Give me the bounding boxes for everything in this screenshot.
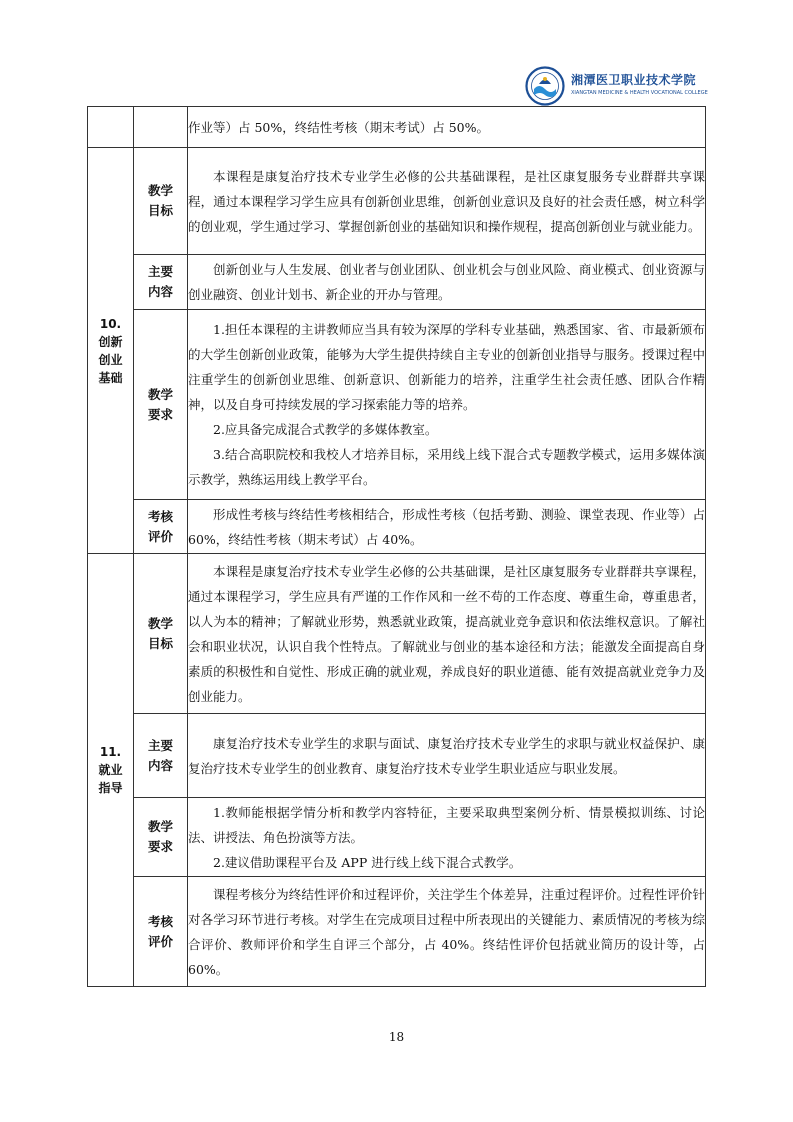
course-11-row-requirements: [88, 798, 706, 877]
section-label-goal: 教学 目标: [134, 554, 188, 714]
section-label-requirements: 教学 要求: [134, 310, 188, 500]
section-text-assessment: 形成性考核与终结性考核相结合，形成性考核（包括考勤、测验、课堂表现、作业等）占 60%，终结性考核（期末考试）占 40%。: [188, 500, 706, 554]
section-text-assessment: 课程考核分为终结性评价和过程评价，关注学生个体差异，注重过程评价。过程性评价针对各学习环节进行考核。对学生在完成项目过程中所表现出的关键能力、素质情况的考核为综合评价、教师评价和学生自评三个部分，占 40%。终结性评价包括就业简历的设计等，占 60%。: [188, 877, 706, 987]
course-10-row-requirements: [88, 310, 706, 500]
course-10-row-content: [88, 255, 706, 310]
course-11-row-assessment: [88, 877, 706, 987]
empty-cell: [134, 107, 188, 148]
section-label-requirements: 教学 要求: [134, 798, 188, 877]
section-text-requirements: 1.教师能根据学情分析和教学内容特征，主要采取典型案例分析、情景模拟训练、讨论法、讲授法、角色扮演等方法。 2.建议借助课程平台及 APP 进行线上线下混合式教学。: [188, 798, 706, 877]
college-name-english: XIANGTAN MEDICINE & HEALTH VOCATIONAL COLLEGE: [571, 90, 708, 96]
section-text-requirements: 1.担任本课程的主讲教师应当具有较为深厚的学科专业基础，熟悉国家、省、市最新颁布的大学生创新创业政策，能够为大学生提供持续自主专业的创新创业指导与服务。授课过程中注重学生的创新创业思维、创新意识、创新能力的培养，注重学生社会责任感、团队合作精神，以及自身可持续发展的学习探索能力等的培养。 2.应具备完成混合式教学的多媒体教室。 3.结合高职院校和我校人才培养目标，采用线上线下混合式专题教学模式，运用多媒体演示教学，熟练运用线上教学平台。: [188, 310, 706, 500]
empty-cell: [88, 107, 134, 148]
continuation-text: 作业等）占 50%，终结性考核（期末考试）占 50%。: [188, 107, 706, 148]
table-row-continuation: [88, 107, 706, 148]
section-text-content: 创新创业与人生发展、创业者与创业团队、创业机会与创业风险、商业模式、创业资源与创业融资、创业计划书、新企业的开办与管理。: [188, 255, 706, 310]
page-number: 18: [388, 1030, 405, 1044]
section-text-goal: 本课程是康复治疗技术专业学生必修的公共基础课，是社区康复服务专业群群共享课程，通过本课程学习，学生应具有严谨的工作作风和一丝不苟的工作态度、尊重生命，尊重患者，以人为本的精神；了解就业形势，熟悉就业政策，提高就业竞争意识和依法维权意识。了解社会和职业状况，认识自我个性特点。了解就业与创业的基本途径和方法；能激发全面提高自身素质的积极性和自觉性、形成正确的就业观，养成良好的职业道德、能有效提高就业竞争力及创业能力。: [188, 554, 706, 714]
college-logo: [525, 66, 715, 106]
section-label-goal: 教学 目标: [134, 148, 188, 255]
section-label-content: 主要 内容: [134, 714, 188, 798]
course-10-row-assessment: [88, 500, 706, 554]
course-11-row-goal: [88, 554, 706, 714]
college-name: 湘潭医卫职业技术学院: [571, 73, 697, 87]
college-seal-icon: [525, 66, 565, 106]
section-label-assessment: 考核 评价: [134, 500, 188, 554]
section-text-goal: 本课程是康复治疗技术专业学生必修的公共基础课程，是社区康复服务专业群群共享课程，通过本课程学习学生应具有创新创业思维，创新创业意识及良好的社会责任感，树立科学的创业观，学生通过学习、掌握创新创业的基础知识和操作规程，提高创新创业与就业能力。: [188, 148, 706, 255]
section-text-content: 康复治疗技术专业学生的求职与面试、康复治疗技术专业学生的求职与就业权益保护、康复治疗技术专业学生的创业教育、康复治疗技术专业学生职业适应与职业发展。: [188, 714, 706, 798]
course-11-title: 11. 就业 指导: [88, 554, 134, 987]
course-10-title: 10. 创新 创业 基础: [88, 148, 134, 554]
section-label-assessment: 考核 评价: [134, 877, 188, 987]
course-11-row-content: [88, 714, 706, 798]
course-table: [87, 106, 706, 987]
section-label-content: 主要 内容: [134, 255, 188, 310]
course-10-row-goal: [88, 148, 706, 255]
